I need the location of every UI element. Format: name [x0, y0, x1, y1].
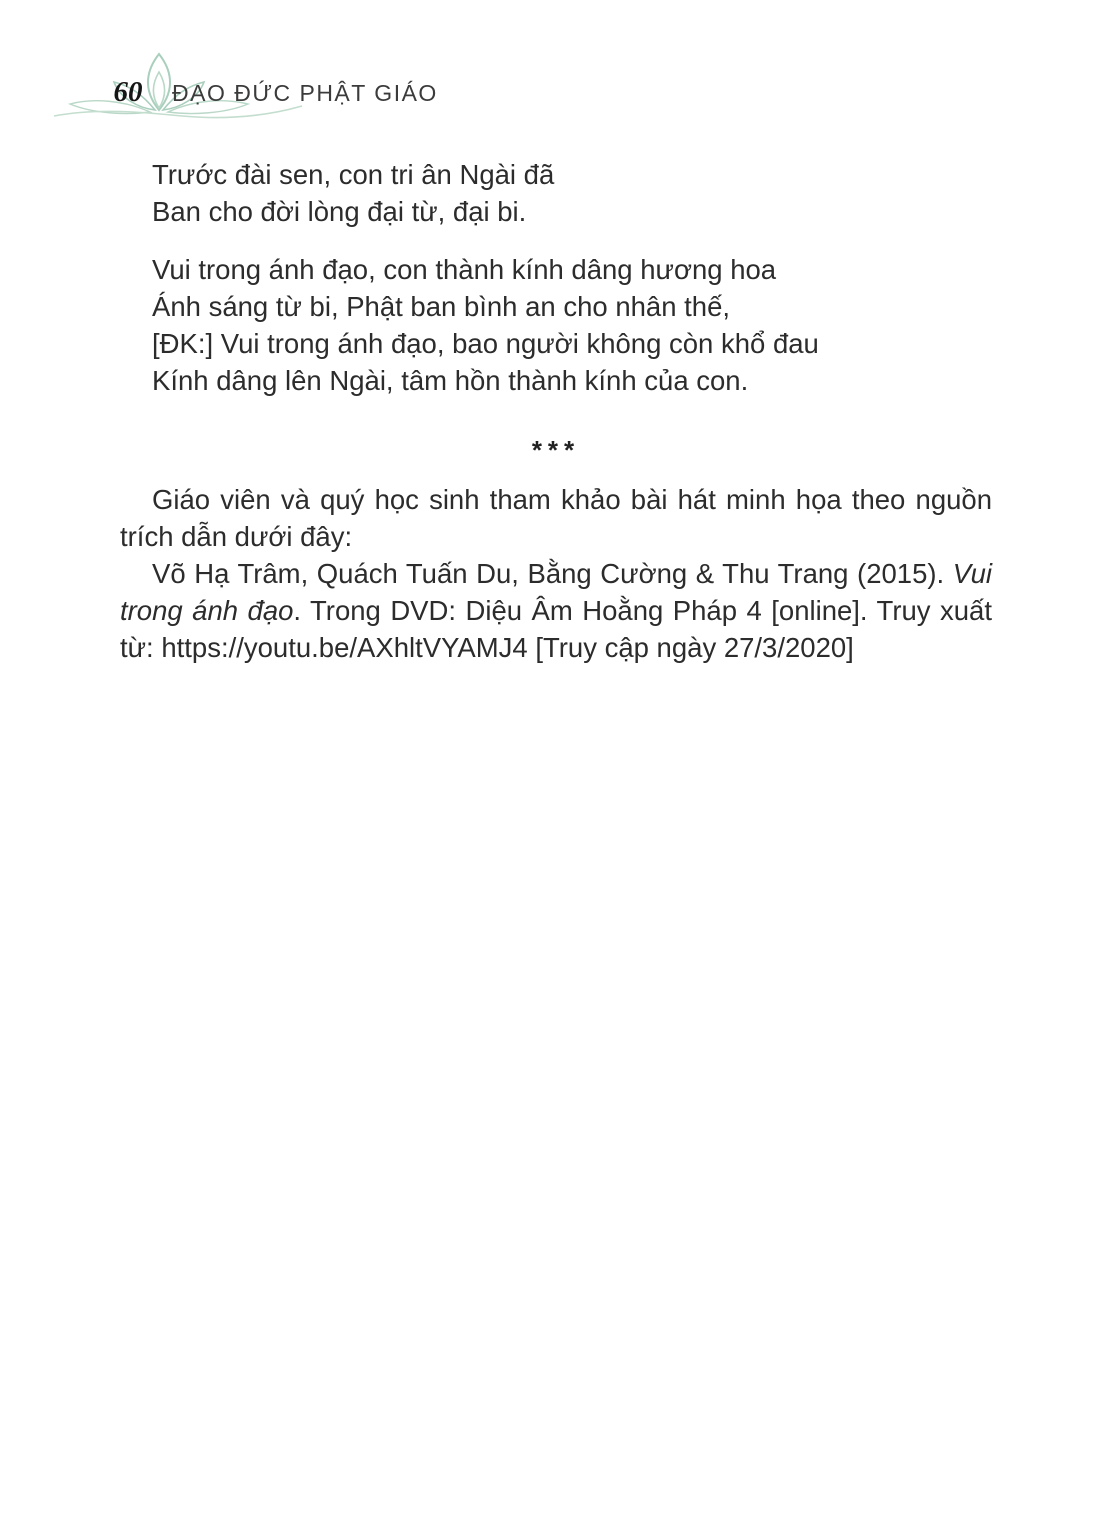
- lyric-line: [ĐK:] Vui trong ánh đạo, bao người không còn khổ đau: [152, 328, 819, 359]
- lyric-line: Ánh sáng từ bi, Phật ban bình an cho nhân thế,: [152, 291, 731, 322]
- lyric-line: Kính dâng lên Ngài, tâm hồn thành kính của con.: [152, 365, 749, 396]
- page-header: [0, 0, 1106, 140]
- lyrics-stanza-1: [152, 156, 992, 230]
- lyric-line: Trước đài sen, con tri ân Ngài đã: [152, 159, 555, 190]
- lyric-line: Vui trong ánh đạo, con thành kính dâng hương hoa: [152, 254, 777, 285]
- citation-title: Vui trong ánh đạo: [120, 558, 992, 626]
- page-number: 60: [113, 76, 143, 108]
- lyric-line: Ban cho đời lòng đại từ, đại bi.: [152, 196, 527, 227]
- citation-source: . Trong DVD: Diệu Âm Hoằng Pháp 4 [online]. Truy xuất từ: https://youtu.be/AXhltVYAMJ4 [Truy cập ngày 27/3/2020]: [120, 595, 992, 663]
- note-paragraph: Giáo viên và quý học sinh tham khảo bài hát minh họa theo nguồn trích dẫn dưới đây:: [120, 484, 992, 552]
- citation-authors: Võ Hạ Trâm, Quách Tuấn Du, Bằng Cường & Thu Trang (2015).: [152, 558, 953, 589]
- citation-paragraph: [120, 555, 992, 666]
- section-separator: ***: [531, 435, 581, 465]
- lyrics-stanza-2: [152, 251, 992, 399]
- page-content: [120, 156, 992, 666]
- header-title: ĐẠO ĐỨC PHẬT GIÁO: [172, 80, 438, 106]
